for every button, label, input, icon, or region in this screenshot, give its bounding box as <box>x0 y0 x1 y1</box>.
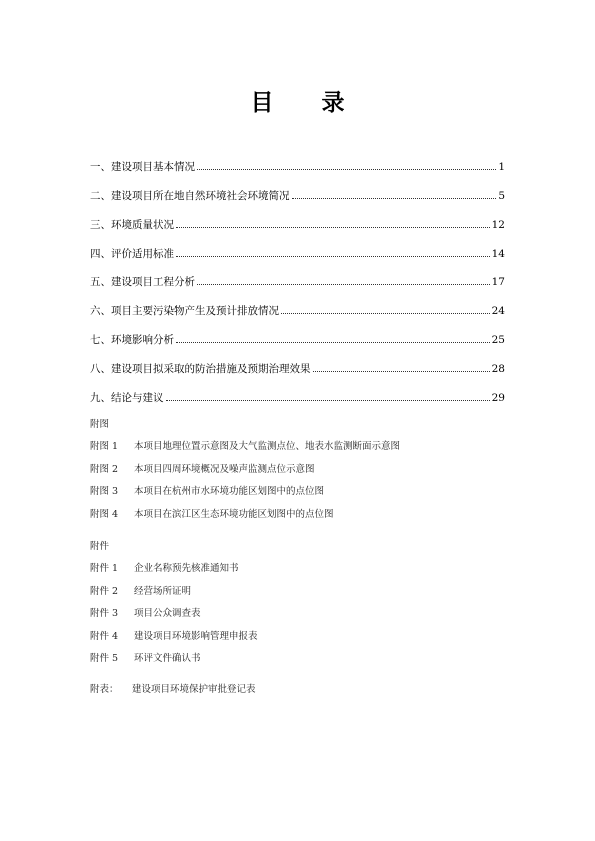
attachment-item <box>90 652 258 675</box>
toc-entry-page: 5 <box>498 189 505 202</box>
figure-item <box>90 508 400 531</box>
table-note-text: 建设项目环境保护审批登记表 <box>132 684 256 695</box>
toc-leader-dots <box>197 284 490 285</box>
attachment-item-key: 附件 4 <box>90 630 119 642</box>
attachment-item-key: 附件 5 <box>90 653 119 664</box>
attachment-item <box>90 607 258 630</box>
attachment-item-text: 项目公众调查表 <box>134 608 201 619</box>
toc-leader-dots <box>313 371 490 372</box>
figure-item-text: 本项目四周环境概况及噪声监测点位示意图 <box>134 463 315 475</box>
toc-leader-dots <box>292 198 497 199</box>
toc-leader-dots <box>281 313 490 314</box>
toc-entry-page: 17 <box>491 276 505 289</box>
figure-item-key: 附图 3 <box>90 486 119 497</box>
toc-entry-label: 七、环境影响分析 <box>90 334 174 347</box>
toc-entry-page: 1 <box>498 160 505 173</box>
attachment-item-text: 企业名称预先核准通知书 <box>134 563 239 574</box>
figure-item-text: 本项目在杭州市水环境功能区划图中的点位图 <box>134 486 325 497</box>
attachment-item-key: 附件 3 <box>90 608 119 619</box>
toc-entry[interactable] <box>90 202 505 231</box>
figure-item-text: 本项目在滨江区生态环境功能区划图中的点位图 <box>134 508 334 520</box>
attachment-item-key: 附件 1 <box>90 563 119 574</box>
figure-item <box>90 463 400 486</box>
toc-entry-page: 24 <box>491 305 505 318</box>
figures-heading: 附图 <box>90 419 110 430</box>
attachment-item-text: 建设项目环境影响管理申报表 <box>134 630 258 642</box>
toc-entry[interactable] <box>90 231 505 260</box>
attachment-item-text: 环评文件确认书 <box>134 653 201 664</box>
toc-entry-label: 五、建设项目工程分析 <box>90 276 195 289</box>
toc-leader-dots <box>176 227 490 228</box>
toc-entry-page: 29 <box>491 392 505 405</box>
figure-item <box>90 440 400 463</box>
page-title: 目录 <box>250 89 393 116</box>
toc-leader-dots <box>176 342 490 343</box>
attachment-item-key: 附件 2 <box>90 585 119 597</box>
toc-entry[interactable] <box>90 346 505 375</box>
toc-entry-label: 四、评价适用标准 <box>90 247 174 260</box>
toc-entry-label: 八、建设项目拟采取的防治措施及预期治理效果 <box>90 363 311 376</box>
toc-entry[interactable] <box>90 144 505 173</box>
attachment-item <box>90 630 258 653</box>
toc-entry-label: 二、建设项目所在地自然环境社会环境简况 <box>90 189 290 202</box>
table-note-key: 附表： <box>90 684 119 695</box>
toc-entry[interactable] <box>90 317 505 346</box>
figure-item-key: 附图 2 <box>90 463 119 475</box>
toc-entry-label: 三、环境质量状况 <box>90 218 174 231</box>
figure-item-key: 附图 4 <box>90 508 119 520</box>
toc-entry[interactable] <box>90 260 505 289</box>
toc-entry-page: 12 <box>491 218 505 231</box>
figures-section <box>90 418 400 530</box>
attachment-item-text: 经营场所证明 <box>134 585 192 597</box>
toc-entry[interactable] <box>90 288 505 317</box>
toc-leader-dots <box>166 400 490 401</box>
figure-item-key: 附图 1 <box>90 441 119 452</box>
toc-leader-dots <box>197 169 496 170</box>
toc-leader-dots <box>176 256 490 257</box>
toc-entry-page: 14 <box>491 247 505 260</box>
table-note-section <box>90 683 256 697</box>
toc-entry-label: 一、建设项目基本情况 <box>90 160 195 173</box>
toc-entry[interactable] <box>90 173 505 202</box>
toc-entry-label: 六、项目主要污染物产生及预计排放情况 <box>90 305 279 318</box>
table-of-contents <box>90 144 505 404</box>
table-note <box>90 683 256 697</box>
attachment-item <box>90 585 258 608</box>
toc-entry-page: 28 <box>491 363 505 376</box>
figure-item-text: 本项目地理位置示意图及大气监测点位、地表水监测断面示意图 <box>134 441 401 452</box>
attachment-item <box>90 562 258 585</box>
attachments-section <box>90 540 258 675</box>
toc-entry-page: 25 <box>491 334 505 347</box>
toc-entry[interactable] <box>90 375 505 404</box>
figure-item <box>90 485 400 508</box>
attachments-heading: 附件 <box>90 541 110 552</box>
toc-entry-label: 九、结论与建议 <box>90 392 164 405</box>
